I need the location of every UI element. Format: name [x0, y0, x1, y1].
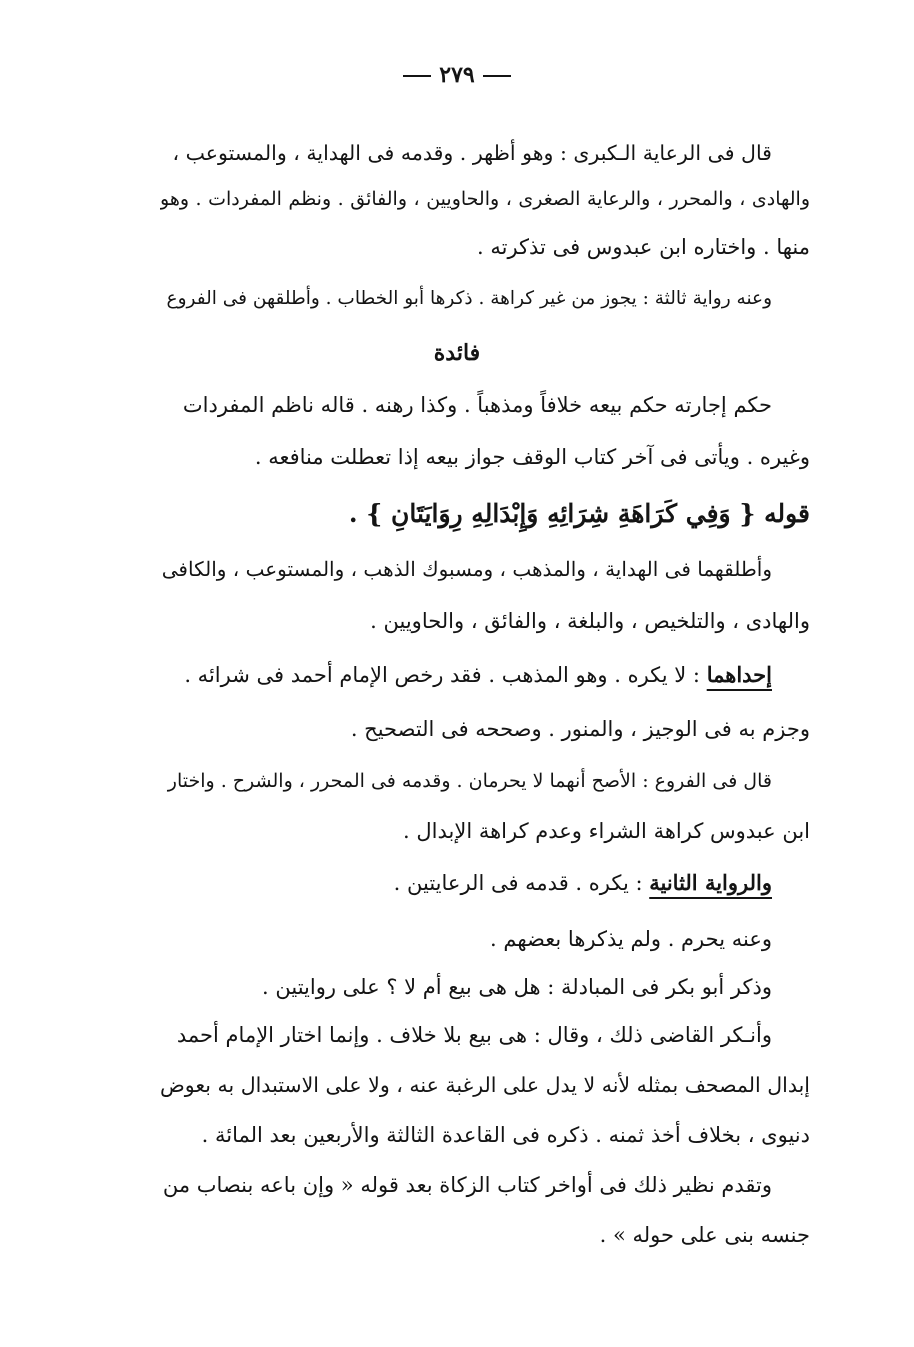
paragraph-10-line-1: وتقدم نظير ذلك فى أواخر كتاب الزكاة بعد قوله « وإن باعه بنصاب من	[162, 1173, 772, 1197]
paragraph-1-line-3: منها . واختاره ابن عبدوس فى تذكرته .	[476, 235, 810, 259]
page-number-dash-right	[483, 75, 511, 77]
page-number-text: ٢٧٩	[439, 62, 475, 88]
paragraph-5-line-1	[160, 658, 772, 692]
paragraph-1-line-1: قال فى الرعاية الـكبرى : وهو أظهر . وقدمه فى الهداية ، والمستوعب ،	[172, 141, 772, 165]
paragraph-8-line-1: وذكر أبو بكر فى المبادلة : هل هى بيع أم لا ؟ على روايتين .	[262, 975, 772, 999]
paragraph-3-line-1: حكم إجارته حكم بيعه خلافاً ومذهباً . وكذا رهنه . قاله ناظم المفردات	[182, 393, 772, 417]
paragraph-7-line-1	[160, 866, 772, 900]
second-narration-term: والرواية الثانية	[649, 870, 772, 895]
paragraph-7-line-2: وعنه يحرم . ولم يذكرها بعضهم .	[490, 927, 772, 951]
paragraph-5-line-2: وجزم به فى الوجيز ، والمنور . وصححه فى التصحيح .	[350, 717, 810, 741]
paragraph-6-line-2: ابن عبدوس كراهة الشراء وعدم كراهة الإبدال .	[403, 819, 810, 843]
paragraph-4-line-1: وأطلقهما فى الهداية ، والمذهب ، ومسبوك الذهب ، والمستوعب ، والكافى	[161, 557, 772, 581]
paragraph-1-line-2: والهادى ، والمحرر ، والرعاية الصغرى ، والحاويين ، والفائق . ونظم المفردات . وهو	[160, 188, 810, 210]
paragraph-2-line-1: وعنه رواية ثالثة : يجوز من غير كراهة . ذكرها أبو الخطاب . وأطلقهن فى الفروع	[166, 288, 772, 309]
first-narration-text: : لا يكره . وهو المذهب . فقد رخص الإمام أحمد فى شرائه .	[184, 663, 701, 687]
page-number-dash-left	[403, 75, 431, 77]
section-heading: فائدة	[433, 340, 481, 366]
first-narration-term: إحداهما	[706, 662, 772, 687]
quoted-matn: قوله { وَفِي كَرَاهَةِ شِرَائِهِ وَإِبْدَالِهِ رِوَايَتَانِ } .	[348, 499, 810, 528]
paragraph-9-line-2: إبدال المصحف بمثله لأنه لا يدل على الرغبة عنه ، ولا على الاستبدال به بعوض	[160, 1073, 810, 1097]
paragraph-10-line-2: جنسه بنى على حوله » .	[599, 1223, 810, 1247]
paragraph-9-line-1: وأنـكر القاضى ذلك ، وقال : هى بيع بلا خلاف . وإنما اختار الإمام أحمد	[176, 1023, 772, 1047]
second-narration-text: : يكره . قدمه فى الرعايتين .	[393, 871, 643, 895]
paragraph-4-line-2: والهادى ، والتلخيص ، والبلغة ، والفائق ، والحاويين .	[370, 609, 810, 633]
page-number	[0, 62, 914, 88]
paragraph-3-line-2: وغيره . ويأتى فى آخر كتاب الوقف جواز بيعه إذا تعطلت منافعه .	[254, 445, 810, 469]
paragraph-6-line-1: قال فى الفروع : الأصح أنهما لا يحرمان . وقدمه فى المحرر ، والشرح . واختار	[167, 770, 772, 792]
paragraph-9-line-3: دنيوى ، بخلاف أخذ ثمنه . ذكره فى القاعدة الثالثة والأربعين بعد المائة .	[201, 1123, 810, 1147]
